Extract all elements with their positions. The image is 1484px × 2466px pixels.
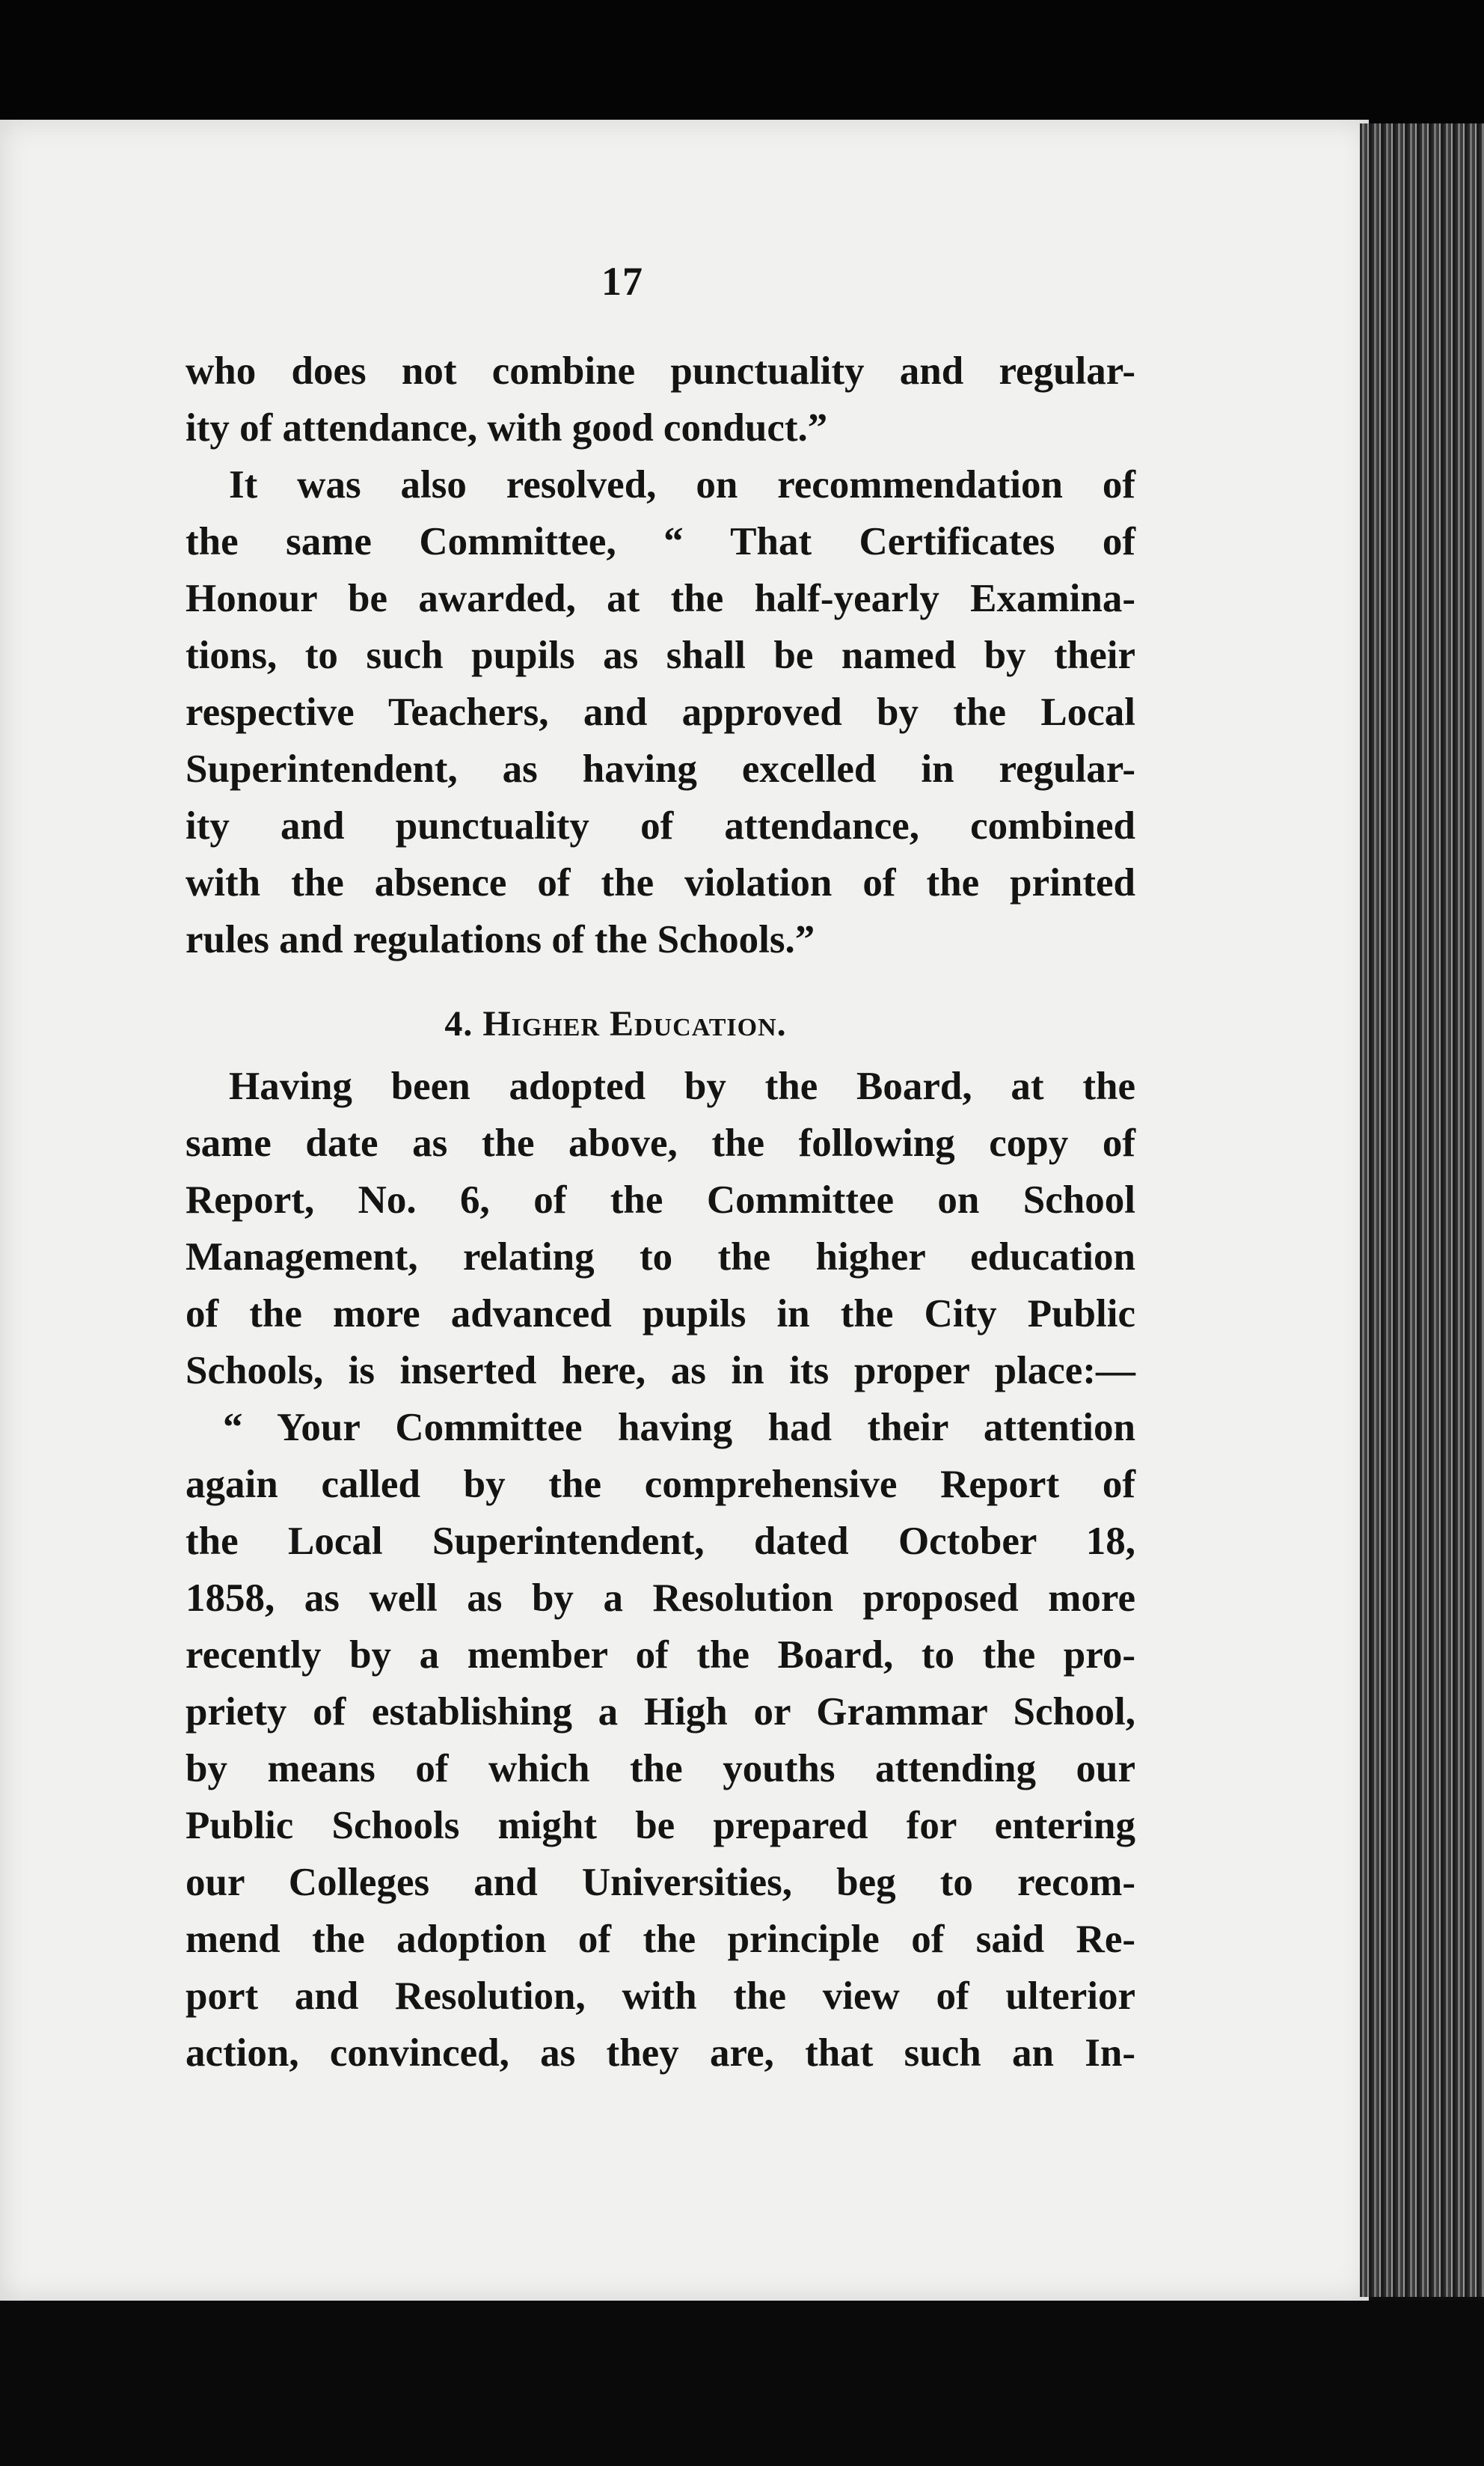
page-body-text [186, 343, 1135, 2081]
text-line: our Colleges and Universities, beg to recom- [186, 1861, 1135, 1904]
text-line: port and Resolution, with the view of ulterior [186, 1974, 1135, 2018]
scan-top-border [0, 0, 1484, 123]
text-line: mend the adoption of the principle of said Re- [186, 1918, 1135, 1961]
text-line: ity of attendance, with good conduct.” [186, 406, 828, 450]
text-line: recently by a member of the Board, to the pro- [186, 1633, 1135, 1677]
text-line: action, convinced, as they are, that such an In- [186, 2031, 1135, 2075]
text-line: same date as the above, the following copy of [186, 1122, 1135, 1165]
text-line: who does not combine punctuality and regular- [186, 349, 1135, 393]
scan-bottom-border [0, 2301, 1484, 2466]
section-heading: 4. Higher Education. [444, 1004, 787, 1044]
text-line: Public Schools might be prepared for entering [186, 1804, 1135, 1847]
text-line: the same Committee, “ That Certificates of [186, 520, 1135, 563]
text-line: tions, to such pupils as shall be named by their [186, 634, 1135, 677]
text-line: Management, relating to the higher education [186, 1235, 1135, 1279]
text-line: respective Teachers, and approved by the Local [186, 691, 1135, 734]
text-line: of the more advanced pupils in the City Public [186, 1292, 1135, 1336]
text-line: Superintendent, as having excelled in regular- [186, 747, 1135, 791]
text-line: Schools, is inserted here, as in its proper place:— [186, 1349, 1135, 1392]
text-line: with the absence of the violation of the printed [186, 861, 1135, 905]
text-line: Honour be awarded, at the half-yearly Examina- [186, 577, 1135, 620]
text-line: by means of which the youths attending our [186, 1747, 1135, 1790]
text-line: 1858, as well as by a Resolution proposed more [186, 1576, 1135, 1620]
book-page-edges [1360, 123, 1484, 2297]
text-line: Having been adopted by the Board, at the [229, 1065, 1135, 1108]
text-line: priety of establishing a High or Grammar School, [186, 1690, 1135, 1734]
text-line: It was also resolved, on recommendation of [229, 463, 1135, 507]
text-line: rules and regulations of the Schools.” [186, 918, 815, 961]
text-line: ity and punctuality of attendance, combined [186, 804, 1135, 848]
text-line: “ Your Committee having had their attention [223, 1406, 1135, 1449]
text-line: again called by the comprehensive Report of [186, 1463, 1135, 1506]
section-spacer [186, 968, 1135, 983]
text-line: Report, No. 6, of the Committee on School [186, 1178, 1135, 1222]
page-number: 17 [601, 259, 643, 304]
text-line: the Local Superintendent, dated October 18, [186, 1520, 1135, 1563]
